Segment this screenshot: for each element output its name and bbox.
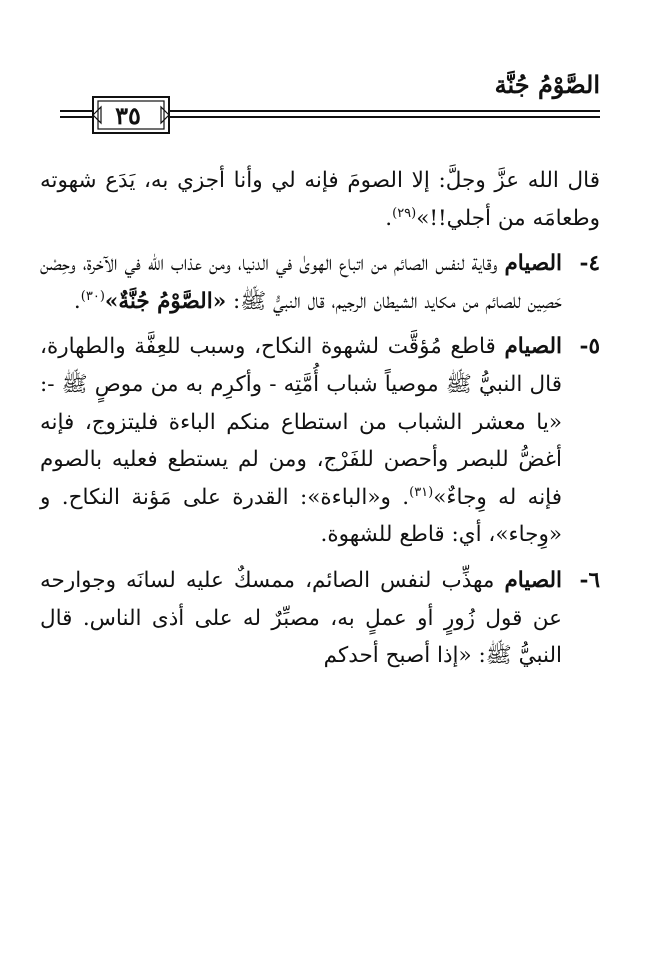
item-tail: . bbox=[73, 288, 81, 314]
item-number: ٦- bbox=[579, 567, 600, 593]
list-item bbox=[40, 245, 600, 320]
item-keyword: الصيام bbox=[504, 567, 562, 593]
hadith-quote: «الصَّوْمُ جُنَّةٌ» bbox=[104, 288, 227, 314]
list-item bbox=[40, 328, 600, 554]
intro-end: . bbox=[385, 205, 393, 231]
item-body: قاطع مُؤقَّت لشهوة النكاح، وسبب للعِفَّة والطهارة، قال النبيُّ ﷺ موصياً شباب أُمَّتِه - وأكرِم به من موصٍ ﷺ -: «يا معشر الشباب من استطاع منكم الباءة فليتزوج، فإنه أغضُّ للبصر وأحصن للفَرْج، ومن لم يستطع فعليه بالصوم فإنه له وِجاءٌ» bbox=[40, 334, 563, 510]
page-body bbox=[40, 162, 600, 683]
item-body: وقاية لنفس الصائم من اتباع الهوىٰ في الدنيا، ومن عذاب الله في الآخرة، وحِصْن حَصِين للصائم من مكايد الشيطان الرجيم، قال النبيُّ ﷺ: bbox=[40, 251, 562, 314]
item-keyword: الصيام bbox=[504, 334, 562, 360]
item-keyword: الصيام bbox=[504, 251, 562, 277]
footnote-ref: (٣١) bbox=[409, 484, 434, 500]
item-text bbox=[40, 328, 562, 554]
item-number: ٥- bbox=[579, 334, 600, 360]
item-body: مهذِّب لنفس الصائم، ممسكٌ عليه لسانَه وجوارحه عن قول زُورٍ أو عملٍ به، مصبِّرٌ له على أذى الناس. قال النبيُّ ﷺ: «إذا أصبح أحدكم bbox=[40, 567, 562, 669]
item-tail: . و«الباءة»: القدرة على مَؤنة النكاح. و «وِجاء»، أي: قاطع للشهوة. bbox=[40, 484, 562, 548]
footnote-ref: (٢٩) bbox=[392, 205, 417, 221]
intro-paragraph bbox=[40, 162, 600, 237]
item-number: ٤- bbox=[579, 251, 600, 277]
page-number: ٣٥ bbox=[115, 100, 141, 130]
list-item bbox=[40, 562, 600, 675]
intro-text: قال الله عزَّ وجلَّ: إلا الصومَ فإنه لي وأنا أجزي به، يَدَع شهوته وطعامَه من أجلي!!» bbox=[40, 168, 600, 231]
item-text bbox=[40, 245, 562, 320]
item-text bbox=[40, 562, 562, 675]
running-head: الصَّوْمُ جُنَّة bbox=[494, 70, 600, 99]
footnote-ref: (٣٠) bbox=[80, 288, 105, 304]
